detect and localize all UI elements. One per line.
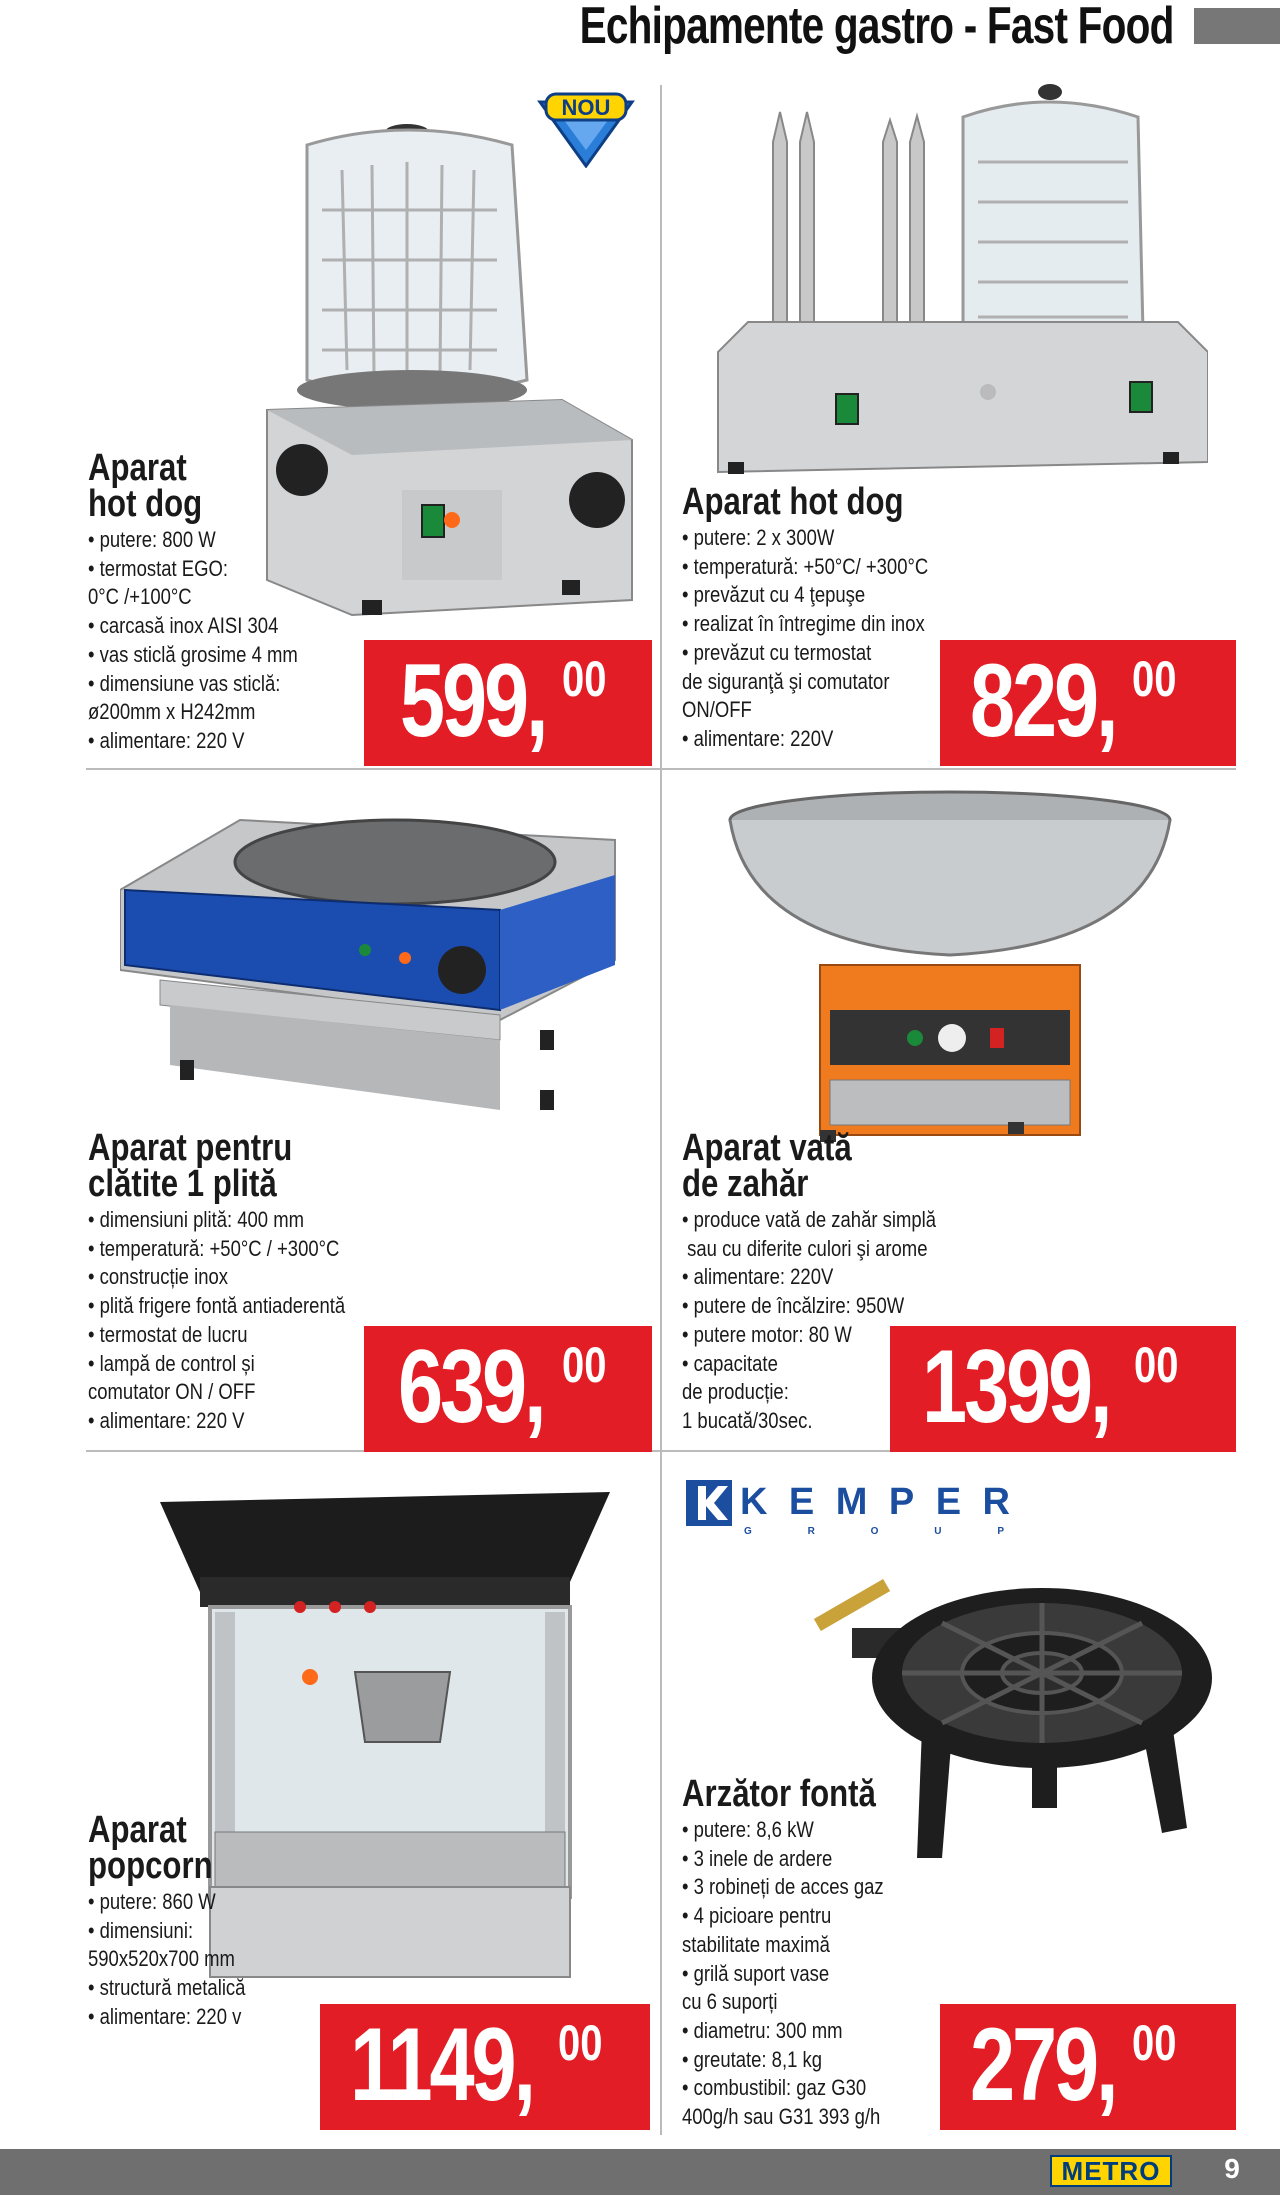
price-decimals: 00 (1134, 1337, 1179, 1393)
price-decimals: 00 (558, 2015, 603, 2071)
hot-dog-spike-machine-image (708, 82, 1208, 487)
price-integer: 599, (400, 643, 546, 759)
price-integer: 829, (970, 643, 1116, 759)
price-integer: 1149, (350, 2007, 533, 2123)
new-badge-label: NOU (561, 95, 611, 120)
spec-list: • putere: 8,6 kW • 3 inele de ardere • 3 robineți de acces gaz • 4 picioare pentru stabilitate maximă • grilă suport vase cu 6 suporți • diametru: 300 mm • greutate: 8,1 kg • combustibil: gaz G30 400g/h sau G31 393 g/h (682, 1817, 884, 2130)
product-title: Arzător fontă (682, 1773, 876, 1815)
product-title: Aparat pentru clătite 1 plită (88, 1127, 293, 1205)
spec-list: • dimensiuni plită: 400 mm • temperatură: +50°C / +300°C • construcție inox • plită frigere fontă antiaderentă • termostat de lucru • lampă de control și comutator ON / OFF • alimentare: 220 V (88, 1207, 346, 1433)
crepe-maker-image (120, 800, 620, 1135)
product-title: Aparat popcorn (88, 1809, 213, 1887)
cotton-candy-machine-image (690, 790, 1190, 1165)
price-decimals: 00 (562, 651, 607, 707)
spec-list: • putere: 800 W • termostat EGO: 0°C /+100°C • carcasă inox AISI 304 • vas sticlă grosime 4 mm • dimensiune vas sticlă: ø200mm x H242mm • alimentare: 220 V (88, 527, 298, 753)
kemper-logo-tagline: G R O U P (744, 1526, 1004, 1536)
page-title: Echipamente gastro - Fast Food (579, 0, 1174, 55)
metro-logo: METRO (1050, 2155, 1172, 2187)
page-number: 9 (1224, 2153, 1240, 2184)
kemper-logo (686, 1476, 1026, 1541)
product-title: Aparat hot dog (682, 481, 904, 523)
price-integer: 1399, (922, 1329, 1110, 1445)
product-hot-dog-1 (88, 447, 338, 756)
price-tag (364, 1326, 652, 1452)
price-tag (320, 2004, 650, 2130)
product-hot-dog-2 (682, 481, 975, 754)
product-crepe-maker (88, 1127, 394, 1436)
price-tag (940, 2004, 1236, 2130)
price-decimals: 00 (562, 1337, 607, 1393)
spec-list: • putere: 860 W • dimensiuni: 590x520x700 mm • structură metalică • alimentare: 220 v (88, 1889, 246, 2029)
price-tag (940, 640, 1236, 766)
spec-list: • putere: 2 x 300W • temperatură: +50°C/ +300°C • prevăzut cu 4 ţepuşe • realizat în întregime din inox • prevăzut cu termostat de siguranţă şi comutator ON/OFF • alimentare: 220V (682, 525, 929, 751)
price-decimals: 00 (1132, 651, 1177, 707)
kemper-logo-name: KEMPER (740, 1481, 1010, 1523)
price-tag (364, 640, 652, 766)
product-popcorn (88, 1809, 275, 2032)
price-decimals: 00 (1132, 2015, 1177, 2071)
price-integer: 639, (398, 1329, 544, 1445)
price-integer: 279, (970, 2007, 1116, 2123)
row-divider (86, 768, 1236, 770)
header-accent-bar (1194, 8, 1280, 44)
column-divider (660, 85, 662, 2135)
price-tag (890, 1326, 1236, 1452)
product-title: Aparat vată de zahăr (682, 1127, 852, 1205)
product-gas-burner (682, 1773, 922, 2132)
spec-list: • produce vată de zahăr simplă sau cu diferite culori şi arome • alimentare: 220V • putere de încălzire: 950W • putere motor: 80 W • capacitate de producție: 1 bucată/30sec. (682, 1207, 937, 1433)
product-title: Aparat hot dog (88, 447, 203, 525)
